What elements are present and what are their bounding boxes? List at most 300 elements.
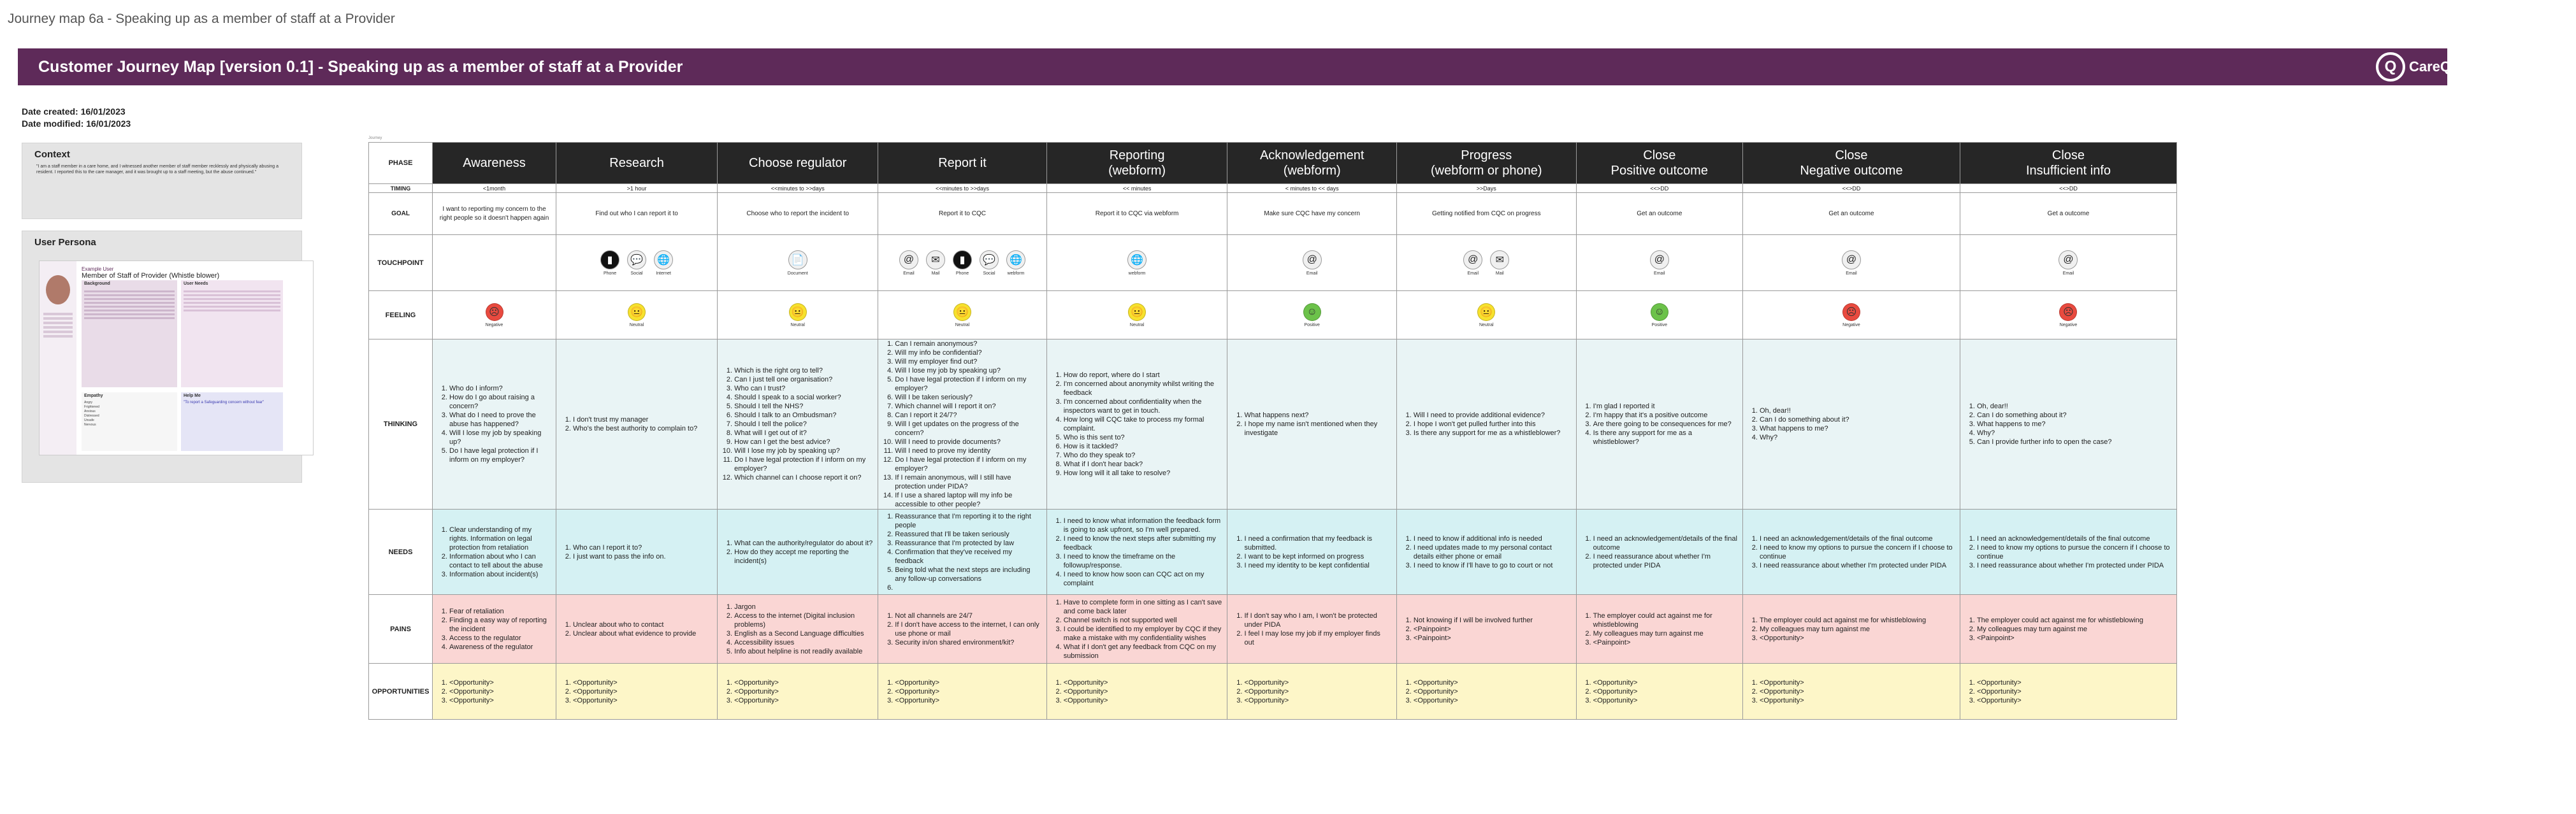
thinking-item: 1. Which is the right org to tell? (734, 366, 872, 375)
empathy-item: Frightened (84, 405, 99, 409)
thinking-item: 12. Do I have legal protection if I inform on my employer? (895, 455, 1041, 473)
opportunities-item: 3. <Opportunity> (1593, 696, 1737, 705)
needs-item: 3. I need to know if I'll have to go to court or not (1414, 561, 1571, 570)
opportunities-list (878, 678, 1046, 705)
row-label-pains: PAINS (369, 595, 433, 664)
pains-item: 5. Info about helpline is not readily available (734, 647, 872, 656)
goal-cell: I want to reporting my concern to the right people so it doesn't happen again (433, 193, 556, 235)
pains-cell (1396, 595, 1576, 664)
opportunities-item: 2. <Opportunity> (573, 687, 712, 696)
persona-background (82, 280, 177, 387)
pains-item: 1. Not knowing if I will be involved further (1414, 616, 1571, 625)
persona-needs-lines (181, 287, 283, 315)
needs-item: 1. I need a confirmation that my feedback is submitted. (1244, 534, 1391, 552)
feeling-label: Negative (485, 322, 503, 327)
touchpoint-label: Email (1306, 271, 1318, 276)
thinking-cell (718, 339, 878, 510)
phase-header: Report it (878, 143, 1046, 184)
needs-item: 1. What can the authority/regulator do about it? (734, 539, 872, 548)
thinking-item: 5. Do I have legal protection if I inform on my employer? (449, 446, 551, 464)
needs-list (878, 512, 1046, 592)
needs-item: 1. Clear understanding of my rights. Information on legal protection from retaliation (449, 525, 551, 552)
pains-item: 1. Have to complete form in one sitting as I can't save and come back later (1064, 598, 1222, 616)
touchpoint-cell (1227, 235, 1396, 291)
touchpoint-label: Internet (656, 271, 671, 276)
touchpoint-group (556, 250, 717, 276)
timing-cell: <<>DD (1960, 184, 2176, 193)
feeling-cell (556, 291, 717, 339)
feeling-cell (1742, 291, 1960, 339)
email-icon: @ (1463, 250, 1482, 269)
email-icon: @ (899, 250, 918, 269)
pains-item: 1. Fear of retaliation (449, 607, 551, 616)
feeling-label: Neutral (1479, 322, 1494, 327)
persona-sidebar-lines (43, 311, 73, 339)
opportunities-item: 1. <Opportunity> (895, 678, 1041, 687)
needs-list (1960, 534, 2176, 570)
needs-cell (1960, 510, 2176, 595)
thinking-item: 7. Should I tell the police? (734, 420, 872, 429)
phone-icon: ▮ (953, 250, 972, 269)
feeling-label: Neutral (790, 322, 805, 327)
empathy-item: Unsafe (84, 418, 94, 422)
thinking-item: 4. Why? (1977, 429, 2171, 438)
touchpoint-cell (1576, 235, 1742, 291)
pains-cell (1742, 595, 1960, 664)
opportunities-cell (1742, 664, 1960, 720)
pains-cell (1576, 595, 1742, 664)
touchpoint-group (1227, 250, 1396, 276)
thinking-item: 3. Is there any support for me as a whistleblower? (1414, 429, 1571, 438)
thinking-cell (1396, 339, 1576, 510)
touchpoint-cell (1046, 235, 1227, 291)
pains-item: 1. Jargon (734, 603, 872, 611)
thinking-item: 10. Will I lose my job by speaking up? (734, 446, 872, 455)
pains-item: 2. Unclear about what evidence to provide (573, 629, 712, 638)
pains-item: 2. I feel I may lose my job if my employer finds out (1244, 629, 1391, 647)
touchpoint-group (718, 250, 878, 276)
persona-help-quote: "To report a Safeguarding concern without fear" (184, 401, 264, 404)
pains-cell (1046, 595, 1227, 664)
touchpoint-cell (1396, 235, 1576, 291)
opportunities-item: 1. <Opportunity> (1977, 678, 2171, 687)
needs-list (718, 539, 878, 566)
thinking-item: 2. How do I go about raising a concern? (449, 393, 551, 411)
thinking-item: 4. Is there any support for me as a whistleblower? (1593, 429, 1737, 446)
opportunities-cell (718, 664, 878, 720)
thinking-cell (1960, 339, 2176, 510)
pains-item: 2. <Painpoint> (1414, 625, 1571, 634)
dates-block (22, 106, 131, 130)
pains-item: 3. Security in/on shared environment/kit? (895, 638, 1041, 647)
timing-row (369, 184, 2177, 193)
thinking-cell (433, 339, 556, 510)
thinking-list (1960, 402, 2176, 446)
needs-item: 2. Information about who I can contact to tell about the abuse (449, 552, 551, 570)
timing-cell: >1 hour (556, 184, 717, 193)
persona-empathy (82, 392, 177, 451)
pains-item: 1. The employer could act against me for whistleblowing (1593, 611, 1737, 629)
persona-background-lines (82, 287, 177, 322)
opportunities-item: 3. <Opportunity> (1064, 696, 1222, 705)
opportunities-item: 3. <Opportunity> (895, 696, 1041, 705)
feeling-cell (1576, 291, 1742, 339)
opportunities-cell (556, 664, 717, 720)
needs-item: 2. I just want to pass the info on. (573, 552, 712, 561)
thinking-item: 9. Will I get updates on the progress of the concern? (895, 420, 1041, 438)
emoji-neutral-icon: 😐 (1128, 303, 1146, 321)
opportunities-item: 1. <Opportunity> (734, 678, 872, 687)
needs-item: 4. I need to know how soon can CQC act on my complaint (1064, 570, 1222, 588)
thinking-item: 2. Can I do something about it? (1760, 415, 1955, 424)
pains-item: 1. If I don't say who I am, I won't be protected under PIDA (1244, 611, 1391, 629)
goal-cell: Getting notified from CQC on progress (1396, 193, 1576, 235)
thinking-item: 2. I hope my name isn't mentioned when they investigate (1244, 420, 1391, 438)
context-text: "I am a staff member in a care home, and I witnessed another member of staff member recklessly and physically abusing a resident. I reported this to the care manager, and it was brought up to a staff meeting, but the abuse continued." (36, 164, 279, 175)
empathy-item: Nervous (84, 423, 96, 427)
pains-list (718, 603, 878, 656)
phase-row (369, 143, 2177, 184)
opportunities-item: 1. <Opportunity> (449, 678, 551, 687)
needs-list (1577, 534, 1742, 570)
thinking-item: 4. Will I lose my job by speaking up? (895, 366, 1041, 375)
persona-avatar (46, 275, 70, 304)
opportunities-item: 1. <Opportunity> (1593, 678, 1737, 687)
context-heading: Context (34, 149, 70, 160)
thinking-item: 6. How is it tackled? (1064, 442, 1222, 451)
needs-list (1743, 534, 1960, 570)
touchpoint-cell (718, 235, 878, 291)
needs-item: 3. Information about incident(s) (449, 570, 551, 579)
context-panel (22, 143, 302, 219)
touchpoint-cell (1742, 235, 1960, 291)
internet-icon: 🌐 (654, 250, 673, 269)
touchpoint-label: Email (1846, 271, 1857, 276)
touchpoint (627, 250, 646, 276)
opportunities-item: 2. <Opportunity> (734, 687, 872, 696)
thinking-item: 2. I hope I won't get pulled further into this (1414, 420, 1571, 429)
touchpoint-label: Social (630, 271, 643, 276)
feeling-indicator (1303, 303, 1321, 327)
row-label-feeling: FEELING (369, 291, 433, 339)
needs-list (556, 543, 717, 561)
row-label-needs: NEEDS (369, 510, 433, 595)
feeling-cell (878, 291, 1046, 339)
thinking-item: 3. What do I need to prove the abuse has happened? (449, 411, 551, 429)
persona-panel (22, 231, 302, 483)
thinking-cell (1742, 339, 1960, 510)
timing-cell: >>Days (1396, 184, 1576, 193)
touchpoint-label: Phone (955, 271, 969, 276)
feeling-indicator (953, 303, 971, 327)
feeling-indicator (628, 303, 646, 327)
thinking-item: 2. Who's the best authority to complain to? (573, 424, 712, 433)
feeling-cell (1046, 291, 1227, 339)
thinking-item: 1. Oh, dear!! (1977, 402, 2171, 411)
thinking-item: 3. Who can I trust? (734, 384, 872, 393)
persona-card-subtitle: Member of Staff of Provider (Whistle blower) (82, 272, 220, 280)
pains-list (1577, 611, 1742, 647)
thinking-item: 1. What happens next? (1244, 411, 1391, 420)
thinking-cell (1227, 339, 1396, 510)
goal-cell: Find out who I can report it to (556, 193, 717, 235)
needs-item: 3. I need my identity to be kept confidential (1244, 561, 1391, 570)
touchpoint-label: Email (1654, 271, 1665, 276)
thinking-cell (878, 339, 1046, 510)
opportunities-list (1960, 678, 2176, 705)
touchpoint-cell (1960, 235, 2176, 291)
pains-cell (878, 595, 1046, 664)
thinking-item: 8. Can I report it 24/7? (895, 411, 1041, 420)
needs-item: 2. I need reassurance about whether I'm protected under PIDA (1593, 552, 1737, 570)
touchpoint-label: Document (787, 271, 808, 276)
pains-item: 1. Not all channels are 24/7 (895, 611, 1041, 620)
feeling-indicator (1842, 303, 1860, 327)
thinking-cell (1046, 339, 1227, 510)
phase-header: Progress (webform or phone) (1396, 143, 1576, 184)
email-icon: @ (1303, 250, 1322, 269)
emoji-neutral-icon: 😐 (1477, 303, 1495, 321)
pains-item: 3. <Painpoint> (1593, 638, 1737, 647)
journey-map-table (368, 142, 2177, 720)
persona-card[interactable] (39, 261, 314, 455)
opportunities-item: 2. <Opportunity> (1593, 687, 1737, 696)
emoji-happy-icon: ☺ (1651, 303, 1668, 321)
feeling-indicator (1477, 303, 1495, 327)
thinking-item: 2. Can I just tell one organisation? (734, 375, 872, 384)
touchpoint-label: Mail (931, 271, 940, 276)
needs-item: 1. Reassurance that I'm reporting it to the right people (895, 512, 1041, 530)
touchpoint-group (878, 250, 1046, 276)
goal-row (369, 193, 2177, 235)
needs-cell (1046, 510, 1227, 595)
pains-list (556, 620, 717, 638)
feeling-indicator (789, 303, 807, 327)
thinking-item: 7. Who do they speak to? (1064, 451, 1222, 460)
needs-item: 3. I need to know the timeframe on the followup/response. (1064, 552, 1222, 570)
opportunities-cell (878, 664, 1046, 720)
pains-list (433, 607, 556, 652)
opportunities-item: 2. <Opportunity> (1760, 687, 1955, 696)
thinking-item: 8. What will I get out of it? (734, 429, 872, 438)
touchpoint-label: Mail (1495, 271, 1504, 276)
phase-header: Awareness (433, 143, 556, 184)
thinking-item: 1. Can I remain anonymous? (895, 339, 1041, 348)
emoji-neutral-icon: 😐 (628, 303, 646, 321)
opportunities-list (433, 678, 556, 705)
thinking-item: 1. Will I need to provide additional evidence? (1414, 411, 1571, 420)
thinking-item: 4. Why? (1760, 433, 1955, 442)
opportunities-list (718, 678, 878, 705)
touchpoint (1006, 250, 1025, 276)
pains-item: 2. My colleagues may turn against me (1593, 629, 1737, 638)
timing-cell: <<>DD (1742, 184, 1960, 193)
touchpoint-cell (556, 235, 717, 291)
needs-list (1227, 534, 1396, 570)
thinking-item: 3. I'm concerned about confidentiality when the inspectors want to get in touch. (1064, 397, 1222, 415)
phone-icon: ▮ (600, 250, 619, 269)
touchpoint-label: Email (903, 271, 915, 276)
touchpoint-label: Email (2062, 271, 2074, 276)
empathy-item: Distressed (84, 414, 99, 418)
thinking-item: 4. How long will CQC take to process my formal complaint. (1064, 415, 1222, 433)
social-icon: 💬 (627, 250, 646, 269)
timing-cell: < minutes to << days (1227, 184, 1396, 193)
persona-needs-heading: User Needs (184, 282, 208, 286)
pains-list (1960, 616, 2176, 643)
touchpoint (654, 250, 673, 276)
thinking-item: 10. Will I need to provide documents? (895, 438, 1041, 446)
pains-list (878, 611, 1046, 647)
sheet-label: Journey (368, 136, 382, 140)
needs-item: 1. I need to know if additional info is needed (1414, 534, 1571, 543)
pains-cell (718, 595, 878, 664)
timing-cell: <<>DD (1576, 184, 1742, 193)
opportunities-item: 1. <Opportunity> (1414, 678, 1571, 687)
opportunities-item: 3. <Opportunity> (573, 696, 712, 705)
persona-user-needs (181, 280, 283, 387)
phase-header: Close Insufficient info (1960, 143, 2176, 184)
cqc-logo (2376, 48, 2576, 85)
thinking-item: 1. Oh, dear!! (1760, 406, 1955, 415)
page-title: Journey map 6a - Speaking up as a member of staff at a Provider (8, 11, 395, 26)
pains-list (1397, 616, 1576, 643)
webform-icon: 🌐 (1127, 250, 1147, 269)
touchpoint (953, 250, 972, 276)
thinking-item: 4. Should I speak to a social worker? (734, 393, 872, 402)
row-label-timing: TIMING (369, 184, 433, 193)
thinking-row (369, 339, 2177, 510)
thinking-item: 2. I'm happy that it's a positive outcome (1593, 411, 1737, 420)
header-banner (18, 48, 2576, 85)
persona-background-heading: Background (84, 282, 110, 286)
opportunities-item: 2. <Opportunity> (1414, 687, 1571, 696)
touchpoint-row (369, 235, 2177, 291)
goal-cell: Get an outcome (1742, 193, 1960, 235)
feeling-indicator (2059, 303, 2077, 327)
needs-item: 2. How do they accept me reporting the incident(s) (734, 548, 872, 566)
touchpoint (788, 250, 808, 276)
opportunities-item: 3. <Opportunity> (734, 696, 872, 705)
needs-item (895, 583, 1041, 592)
row-label-phase: PHASE (369, 143, 433, 184)
mail-icon: ✉ (1490, 250, 1509, 269)
pains-item: 2. My colleagues may turn against me (1760, 625, 1955, 634)
pains-item: 3. English as a Second Language difficulties (734, 629, 872, 638)
needs-item: 4. Confirmation that they've received my feedback (895, 548, 1041, 566)
persona-empathy-heading: Empathy (84, 394, 103, 398)
thinking-item: 11. Will I need to prove my identity (895, 446, 1041, 455)
opportunities-item: 2. <Opportunity> (1064, 687, 1222, 696)
feeling-cell (1227, 291, 1396, 339)
needs-item: 1. I need to know what information the feedback form is going to ask upfront, so I'm well prepared. (1064, 517, 1222, 534)
touchpoint (1650, 250, 1669, 276)
needs-cell (718, 510, 878, 595)
feeling-cell (433, 291, 556, 339)
thinking-item: 2. Will my info be confidential? (895, 348, 1041, 357)
phase-header: Acknowledgement (webform) (1227, 143, 1396, 184)
touchpoint (600, 250, 619, 276)
persona-empathy-list (82, 399, 177, 429)
thinking-list (556, 415, 717, 433)
feeling-indicator (1651, 303, 1668, 327)
opportunities-list (1577, 678, 1742, 705)
needs-item: 1. I need an acknowledgement/details of the final outcome (1593, 534, 1737, 552)
empathy-item: Angry (84, 401, 93, 404)
email-icon: @ (1842, 250, 1861, 269)
persona-sidebar (40, 261, 76, 455)
touchpoint-label: Phone (603, 271, 617, 276)
touchpoint (1127, 250, 1147, 276)
thinking-item: 9. How can I get the best advice? (734, 438, 872, 446)
needs-list (1047, 517, 1227, 588)
thinking-item: 3. Will my employer find out? (895, 357, 1041, 366)
touchpoint-label: Social (983, 271, 995, 276)
pains-list (1227, 611, 1396, 647)
pains-cell (1960, 595, 2176, 664)
cqc-logo-icon: Q (2376, 52, 2405, 82)
emoji-neutral-icon: 😐 (953, 303, 971, 321)
thinking-item: 5. Do I have legal protection if I inform on my employer? (895, 375, 1041, 393)
persona-help-me (181, 392, 283, 451)
phase-header: Reporting (webform) (1046, 143, 1227, 184)
row-label-thinking: THINKING (369, 339, 433, 510)
pains-item: 2. If I don't have access to the internet, I can only use phone or mail (895, 620, 1041, 638)
needs-list (433, 525, 556, 579)
feeling-label: Neutral (955, 322, 970, 327)
thinking-list (1577, 402, 1742, 446)
touchpoint-group (1397, 250, 1576, 276)
touchpoint-label: webform (1128, 271, 1146, 276)
row-label-opportunities: OPPORTUNITIES (369, 664, 433, 720)
opportunities-item: 2. <Opportunity> (895, 687, 1041, 696)
touchpoint-cell (878, 235, 1046, 291)
pains-cell (556, 595, 717, 664)
needs-item: 3. I need reassurance about whether I'm protected under PIDA (1977, 561, 2171, 570)
feeling-indicator (1128, 303, 1146, 327)
feeling-cell (718, 291, 878, 339)
opportunities-item: 3. <Opportunity> (449, 696, 551, 705)
thinking-item: 11. Do I have legal protection if I inform on my employer? (734, 455, 872, 473)
goal-cell: Get an outcome (1576, 193, 1742, 235)
needs-item: 2. I need to know my options to pursue the concern if I choose to continue (1977, 543, 2171, 561)
thinking-list (1047, 371, 1227, 478)
persona-heading: User Persona (34, 237, 96, 248)
pains-item: 1. Unclear about who to contact (573, 620, 712, 629)
touchpoint (1490, 250, 1509, 276)
thinking-list (1397, 411, 1576, 438)
timing-cell: <<minutes to >>days (878, 184, 1046, 193)
thinking-item: 9. How long will it all take to resolve? (1064, 469, 1222, 478)
webform-icon: 🌐 (1006, 250, 1025, 269)
touchpoint-cell (433, 235, 556, 291)
thinking-item: 1. How do report, where do I start (1064, 371, 1222, 380)
needs-list (1397, 534, 1576, 570)
opportunities-item: 1. <Opportunity> (1244, 678, 1391, 687)
thinking-item: 2. Can I do something about it? (1977, 411, 2171, 420)
touchpoint (1303, 250, 1322, 276)
touchpoint (926, 250, 945, 276)
needs-item: 2. I need updates made to my personal contact details either phone or email (1414, 543, 1571, 561)
feeling-label: Positive (1304, 322, 1320, 327)
pains-list (1743, 616, 1960, 643)
thinking-item: 2. I'm concerned about anonymity whilst writing the feedback (1064, 380, 1222, 397)
opportunities-cell (433, 664, 556, 720)
feeling-label: Neutral (1129, 322, 1145, 327)
opportunities-list (1743, 678, 1960, 705)
needs-cell (1576, 510, 1742, 595)
document-icon: 📄 (788, 250, 807, 269)
